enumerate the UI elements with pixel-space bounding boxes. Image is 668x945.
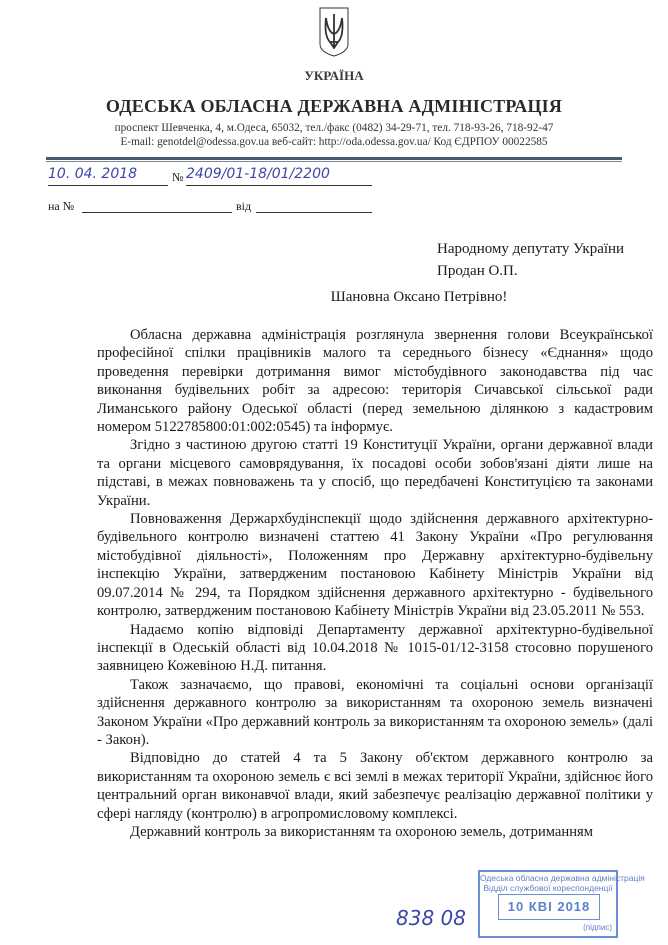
handwritten-registration-number: 838 08 [396, 906, 466, 930]
greeting: Шановна Оксано Петрівно! [330, 289, 508, 305]
paragraph: Згідно з частиною другою статті 19 Конституції України, органи державної влади та органи місцевого самоврядування, їх посадові особи зобов'язані діяти лише на підставі, в межах повноважень та у спосіб, що передбачені Конституцією та законами України. [97, 437, 653, 509]
addressee-name: Продан О.П. [437, 263, 518, 279]
organization-contacts [0, 121, 668, 149]
stamp-organization: Одеська обласна державна адміністрація [480, 873, 645, 883]
reference-date-blank [256, 212, 372, 213]
reference-number-blank [82, 212, 232, 213]
letter-body [97, 326, 653, 841]
reference-date-label: від [236, 199, 252, 213]
stamp-date: 10 КВІ 2018 [498, 894, 600, 920]
contact-line: E-mail: genotdel@odessa.gov.ua веб-сайт: http://oda.odessa.gov.ua/ Код ЄДРПОУ 00022585 [120, 136, 548, 148]
paragraph: Повноваження Держархбудінспекції щодо здійснення державного архітектурно-будівельного контролю визначені статтею 41 Закону України «Про регулювання містобудівної діяльності», Положенням про Державну архітектурно-будівельну інспекцію України, затвердженим постановою Кабінету Міністрів України від 09.07.2014 № 294, та Порядком здійснення державного архітектурно - будівельного контролю, затвердженим постановою Кабінету Міністрів України від 23.05.2011 № 553. [97, 511, 653, 620]
paragraph: Відповідно до статей 4 та 5 Закону об'єктом державного контролю за використанням та охороною земель є всі землі в межах території України, здійснює його центральний орган виконавчої влади, який забезпечує реалізацію державної політики у сфері нагляду (контролю) в агропромисловому комплексі. [97, 750, 653, 822]
address-line: проспект Шевченка, 4, м.Одеса, 65032, тел./факс (0482) 34-29-71, тел. 718-93-26, 718-92-47 [114, 122, 554, 134]
paragraph: Обласна державна адміністрація розглянула звернення голови Всеукраїнської професійної спілки працівників малого та середнього бізнесу «Єднання» щодо проведення перевірки дотримання вимог містобудівного законодавства під час виконання будівельних робіт за адресою: територія Сичавської сільської ради Лиманського району Одеської області (перед земельною ділянкою з кадастровим номером 5122785800:01:002:0545) та інформує. [97, 327, 653, 436]
coat-of-arms-emblem [318, 6, 350, 58]
paragraph: Надаємо копію відповіді Департаменту державної архітектурно-будівельної інспекції в Одеській області від 10.04.2018 № 1015-01/12-3158 стосовно порушеного заявницею Кожевіною Н.Д. питання. [97, 621, 653, 675]
reference-number-label: на № [48, 199, 75, 213]
header-divider [46, 157, 622, 160]
country-title: УКРАЇНА [304, 68, 364, 83]
stamp-signature-label: (підпис) [583, 923, 612, 932]
registration-stamp [478, 870, 645, 938]
addressee [437, 238, 624, 282]
stamp-department: Відділ службової кореспонденції [483, 883, 613, 893]
organization-title: ОДЕСЬКА ОБЛАСНА ДЕРЖАВНА АДМІНІСТРАЦІЯ [105, 96, 563, 116]
paragraph: Також зазначаємо, що правові, економічні та соціальні основи організації здійснення державного контролю за використанням та охороною земель визначені Законом України «Про державний контроль за використанням та охороною земель» (далі - Закон). [97, 676, 653, 748]
number-label: № [172, 170, 184, 184]
outgoing-number: 2409/01-18/01/2200 [186, 166, 372, 186]
paragraph: Державний контроль за використанням та охороною земель, дотриманням [130, 823, 593, 840]
outgoing-date: 10. 04. 2018 [48, 166, 168, 186]
header-divider-thin [46, 161, 622, 162]
addressee-title: Народному депутату України [437, 241, 625, 257]
